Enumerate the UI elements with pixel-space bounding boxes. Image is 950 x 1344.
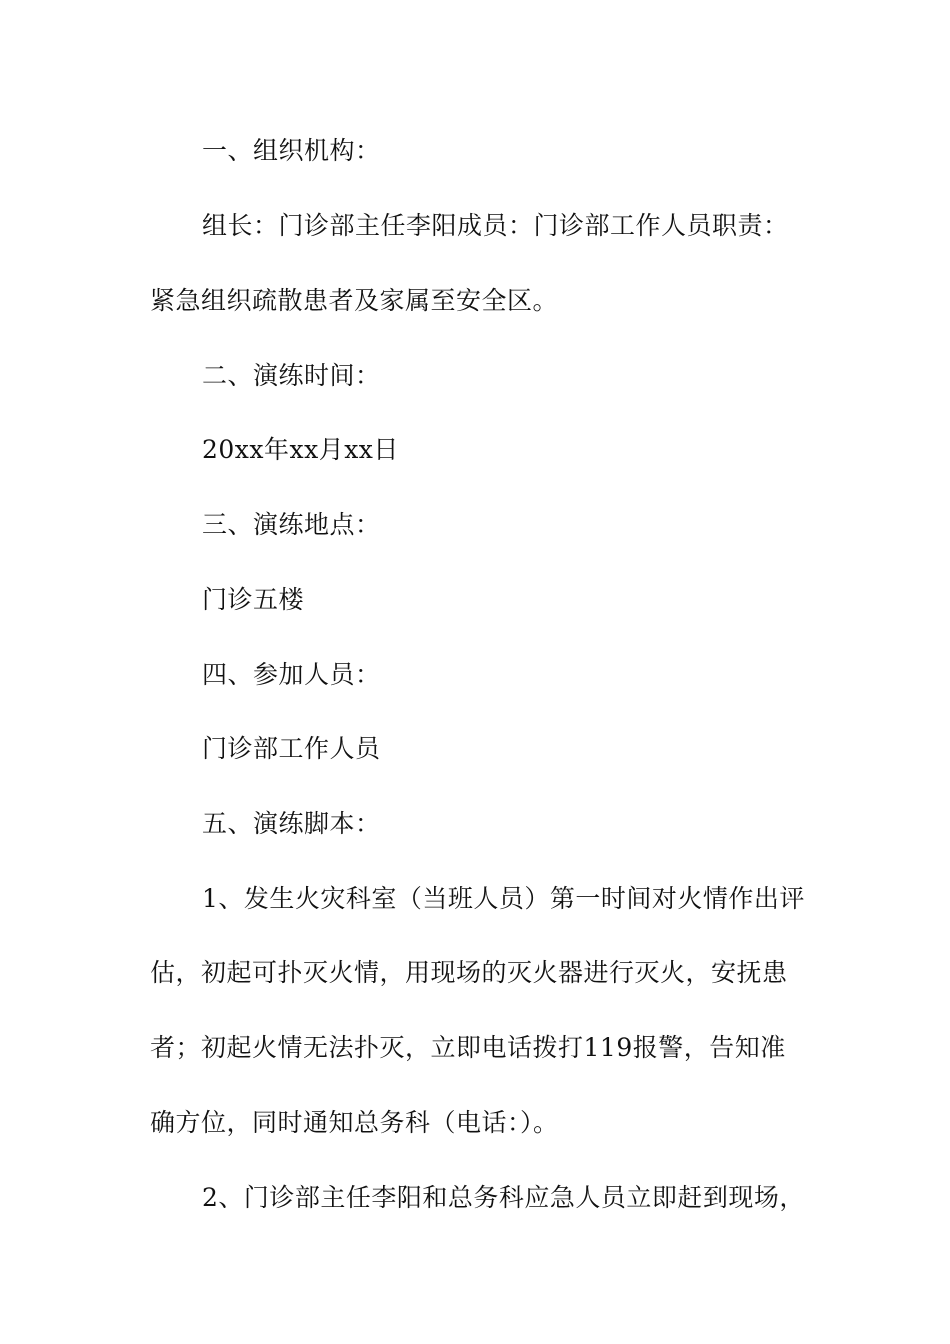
paragraph-line: 估，初起可扑灭火情，用现场的灭火器进行灭火，安抚患	[150, 958, 788, 987]
paragraph-line: 紧急组织疏散患者及家属至安全区。	[150, 286, 559, 315]
section-heading-location: 三、演练地点：	[202, 510, 381, 539]
drill-date: 20xx年xx月xx日	[202, 435, 399, 464]
section-heading-script: 五、演练脚本：	[202, 809, 381, 838]
paragraph-line: 者；初起火情无法扑灭，立即电话拨打119报警，告知准	[150, 1033, 786, 1062]
paragraph-line: 1、发生火灾科室（当班人员）第一时间对火情作出评	[202, 884, 805, 913]
section-heading-participants: 四、参加人员：	[202, 660, 381, 689]
paragraph-line: 确方位，同时通知总务科（电话：）。	[150, 1108, 559, 1137]
section-heading-organization: 一、组织机构：	[202, 136, 381, 165]
drill-location: 门诊五楼	[202, 585, 305, 614]
paragraph-line: 2、门诊部主任李阳和总务科应急人员立即赶到现场，	[202, 1183, 805, 1212]
section-heading-time: 二、演练时间：	[202, 361, 381, 390]
paragraph-line: 组长：门诊部主任李阳成员：门诊部工作人员职责：	[202, 211, 789, 240]
participants: 门诊部工作人员	[202, 734, 381, 763]
